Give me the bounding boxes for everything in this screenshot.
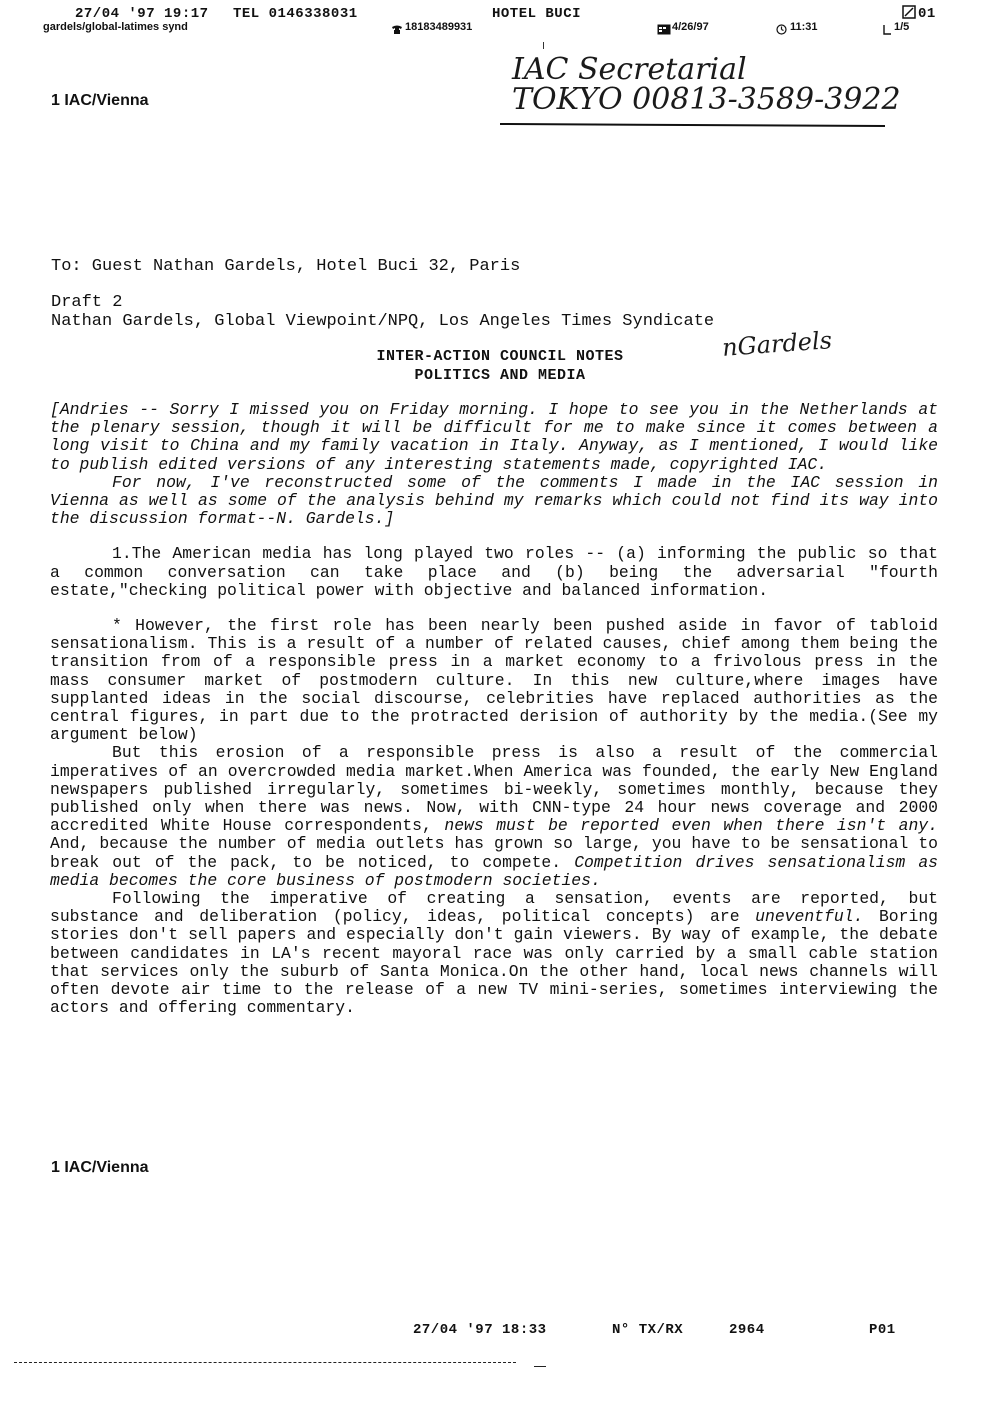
side-label-bottom: 1 IAC/Vienna — [51, 1159, 149, 1176]
erosion-paragraph — [50, 744, 938, 890]
fax-date: 4/26/97 — [672, 21, 709, 33]
page-icon — [883, 22, 892, 33]
fax-machine-icon — [902, 5, 916, 19]
clock-icon — [776, 22, 787, 33]
scan-edge-mark — [534, 1366, 546, 1367]
footer-no-label: N° TX/RX — [612, 1322, 684, 1338]
erosion-italic-2: Competition drives sensationalism as media becomes the core business of postmodern societies. — [50, 852, 938, 890]
calendar-icon — [657, 22, 671, 33]
point-1-paragraph: 1.The American media has long played two roles -- (a) informing the public so that a common conversation can take place and (b) being the adversarial "fourth estate,"checking political power with objective and balanced information. — [50, 544, 938, 600]
following-text-end: Boring stories don't sell papers and especially don't gain viewers. By way of example, the debate between candidates in LA's recent mayoral race was only carried by a small cable station that services only the suburb of Santa Monica.On the other hand, local news channels will often devote air time to the release of a new TV mini-series, sometimes interviewing the actors and offering commentary. — [50, 907, 938, 1018]
heading-line1: INTER-ACTION COUNCIL NOTES — [376, 348, 624, 365]
intro-paragraph-1: [Andries -- Sorry I missed you on Friday morning. I hope to see you in the Netherlands at the plenary session, though it will be difficult for me to make since it comes between a long visit to China and my family vacation in Italy. Anyway, as I mentioned, I would like to publish edited versions of any interesting statements made, copyrighted IAC. — [50, 400, 938, 474]
phone-icon — [391, 22, 403, 33]
erosion-text-middle: And, because the number of media outlets has grown so large, you have to be sensational to break out of the pack, to be noticed, to compete. — [50, 834, 938, 872]
scan-edge-line — [14, 1362, 516, 1363]
fax-page-indicator: 01 — [918, 6, 936, 22]
fax-time: 11:31 — [790, 21, 818, 33]
draft-label: Draft 2 — [51, 293, 123, 312]
side-label-top: 1 IAC/Vienna — [51, 92, 149, 109]
following-text-start: Following the imperative of creating a sensation, events are reported, but substance and deliberation (policy, ideas, political concepts) are — [50, 889, 938, 927]
fax-page-count: 1/5 — [894, 21, 910, 33]
following-italic: uneventful. — [755, 907, 864, 927]
byline: Nathan Gardels, Global Viewpoint/NPQ, Los Angeles Times Syndicate — [51, 312, 715, 331]
following-paragraph — [50, 890, 938, 1017]
fax-phone: 18183489931 — [405, 21, 473, 33]
stray-mark — [543, 42, 544, 49]
footer-page: P01 — [869, 1322, 896, 1338]
erosion-text-start: But this erosion of a responsible press is also a result of the commercial imperatives of an overcrowded media market.When America was founded, the early New England newspapers published irregularly, sometimes bi-weekly, sometimes monthly, because they published only when there was news. Now, with CNN-type 24 hour news coverage and 2000 accredited White House correspondents, — [50, 743, 938, 836]
fax-datetime: 27/04 '97 19:17 — [75, 6, 209, 22]
erosion-italic-1: news must be reported even when there isn't any. — [444, 816, 938, 836]
bullet-paragraph: * However, the first role has been nearly been pushed aside in favor of tabloid sensationalism. This is a result of a number of related causes, chief among them being the transition from of a responsible press in a market economy to a frivolous press in the mass consumer market of postmodern culture. In this new culture,where images have supplanted ideas in the social discourse, celebrities have replaced authorities as the central figures, in part due to the protracted derision of authority by the media.(See my argument below) — [50, 616, 938, 745]
fax-tel: TEL 0146338031 — [233, 6, 358, 22]
handwritten-note-line1: IAC Secretarial — [512, 52, 747, 87]
fax-hotel: HOTEL BUCI — [492, 6, 582, 22]
handwritten-underline — [500, 123, 885, 127]
footer-datetime: 27/04 '97 18:33 — [413, 1322, 547, 1338]
article-body — [50, 401, 938, 1018]
to-line: To: Guest Nathan Gardels, Hotel Buci 32, Paris — [51, 257, 521, 276]
fax-sender: gardels/global-latimes synd — [43, 21, 188, 33]
handwritten-note-line2: TOKYO 00813-3589-3922 — [512, 82, 901, 117]
signature: nGardels — [721, 326, 833, 362]
heading-line2: POLITICS AND MEDIA — [414, 367, 586, 384]
footer-number: 2964 — [729, 1322, 765, 1338]
intro-paragraph-2: For now, I've reconstructed some of the comments I made in the IAC session in Vienna as well as some of the analysis behind my remarks which could not find its way into the discussion format--N. Gardels.] — [50, 472, 938, 529]
